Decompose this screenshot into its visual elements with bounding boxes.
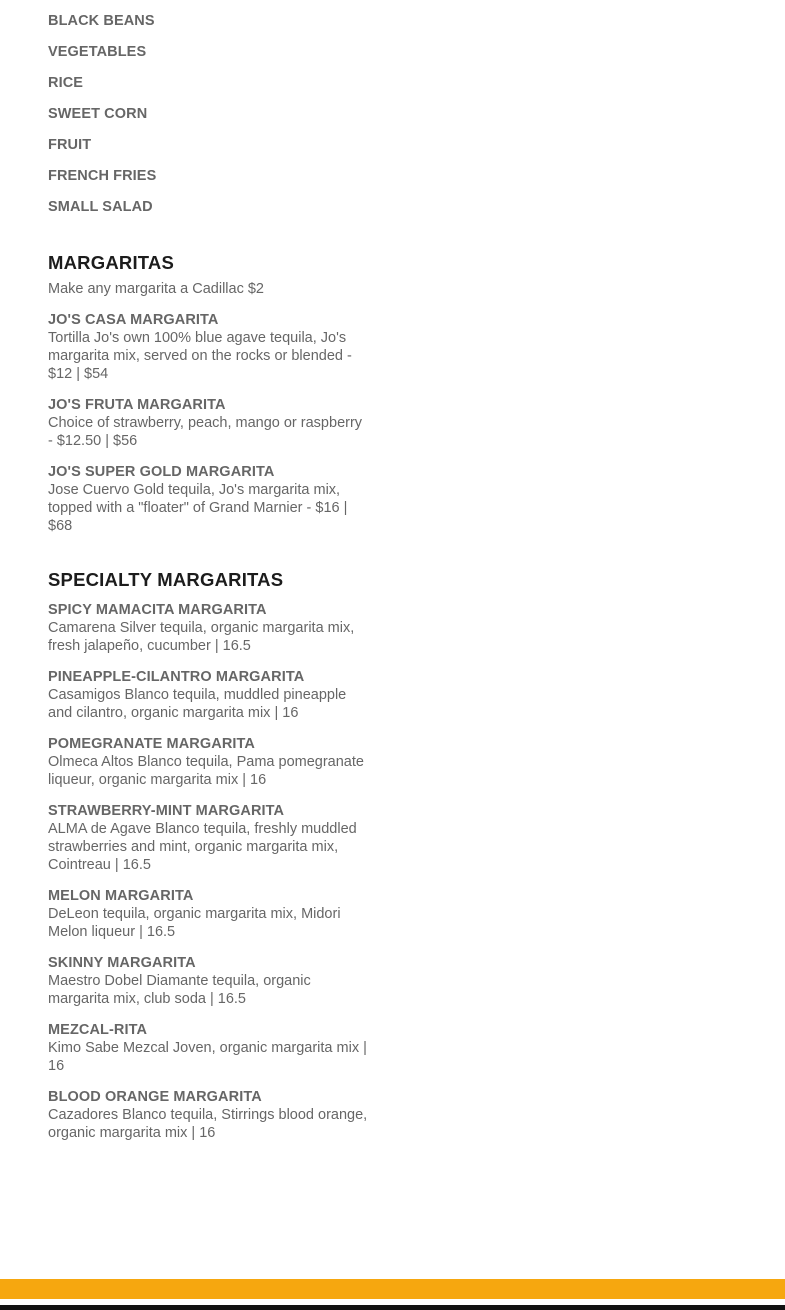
menu-item — [48, 735, 368, 789]
menu-item-description: Jose Cuervo Gold tequila, Jo's margarita mix, topped with a "floater" of Grand Marnier - $16 | $68 — [48, 482, 348, 534]
menu-item-description: Camarena Silver tequila, organic margarita mix, fresh jalapeño, cucumber | 16.5 — [48, 620, 355, 654]
menu-item — [48, 668, 368, 722]
section-title: SPECIALTY MARGARITAS — [48, 569, 284, 590]
menu-content — [48, 0, 368, 1155]
menu-item — [48, 802, 368, 874]
specialty-margaritas-section — [48, 569, 368, 1142]
menu-item-name: SKINNY MARGARITA — [48, 955, 196, 971]
menu-item-name: SPICY MAMACITA MARGARITA — [48, 602, 267, 618]
side-item: VEGETABLES — [48, 44, 147, 60]
menu-item-description: Cazadores Blanco tequila, Stirrings blood orange, organic margarita mix | 16 — [48, 1107, 368, 1141]
menu-item-description: Kimo Sabe Mezcal Joven, organic margarita mix | 16 — [48, 1040, 367, 1074]
sides-list — [48, 0, 368, 216]
side-item: RICE — [48, 75, 84, 91]
section-title: MARGARITAS — [48, 252, 175, 273]
menu-item — [48, 1088, 368, 1142]
menu-item-description: Casamigos Blanco tequila, muddled pineapple and cilantro, organic margarita mix | 16 — [48, 687, 347, 721]
menu-item-description: Tortilla Jo's own 100% blue agave tequila, Jo's margarita mix, served on the rocks or blended - $12 | $54 — [48, 330, 352, 382]
menu-item-name: JO'S CASA MARGARITA — [48, 312, 219, 328]
footer-accent-bar — [0, 1279, 785, 1299]
side-item: SMALL SALAD — [48, 199, 153, 215]
menu-item — [48, 463, 368, 535]
side-item: FRENCH FRIES — [48, 168, 157, 184]
menu-item — [48, 311, 368, 383]
menu-item-name: BLOOD ORANGE MARGARITA — [48, 1089, 262, 1105]
menu-item-description: Maestro Dobel Diamante tequila, organic margarita mix, club soda | 16.5 — [48, 973, 311, 1007]
menu-item-name: PINEAPPLE-CILANTRO MARGARITA — [48, 669, 305, 685]
menu-item-name: POMEGRANATE MARGARITA — [48, 736, 255, 752]
menu-item-description: Olmeca Altos Blanco tequila, Pama pomegranate liqueur, organic margarita mix | 16 — [48, 754, 364, 788]
section-note: Make any margarita a Cadillac $2 — [48, 281, 264, 297]
menu-item-name: STRAWBERRY-MINT MARGARITA — [48, 803, 285, 819]
menu-item — [48, 396, 368, 450]
footer-divider — [0, 1305, 785, 1310]
menu-item-name: MEZCAL-RITA — [48, 1022, 148, 1038]
menu-item-description: DeLeon tequila, organic margarita mix, Midori Melon liqueur | 16.5 — [48, 906, 341, 940]
menu-item — [48, 1021, 368, 1075]
menu-item — [48, 601, 368, 655]
menu-item-description: ALMA de Agave Blanco tequila, freshly muddled strawberries and mint, organic margarita mix, Cointreau | 16.5 — [48, 821, 357, 873]
side-item: FRUIT — [48, 137, 92, 153]
menu-item-name: MELON MARGARITA — [48, 888, 194, 904]
menu-item-description: Choice of strawberry, peach, mango or raspberry - $12.50 | $56 — [48, 415, 363, 449]
menu-item — [48, 954, 368, 1008]
menu-item — [48, 887, 368, 941]
margaritas-section — [48, 252, 368, 535]
menu-item-name: JO'S FRUTA MARGARITA — [48, 397, 226, 413]
menu-item-name: JO'S SUPER GOLD MARGARITA — [48, 464, 275, 480]
side-item: SWEET CORN — [48, 106, 148, 122]
side-item: BLACK BEANS — [48, 13, 155, 29]
